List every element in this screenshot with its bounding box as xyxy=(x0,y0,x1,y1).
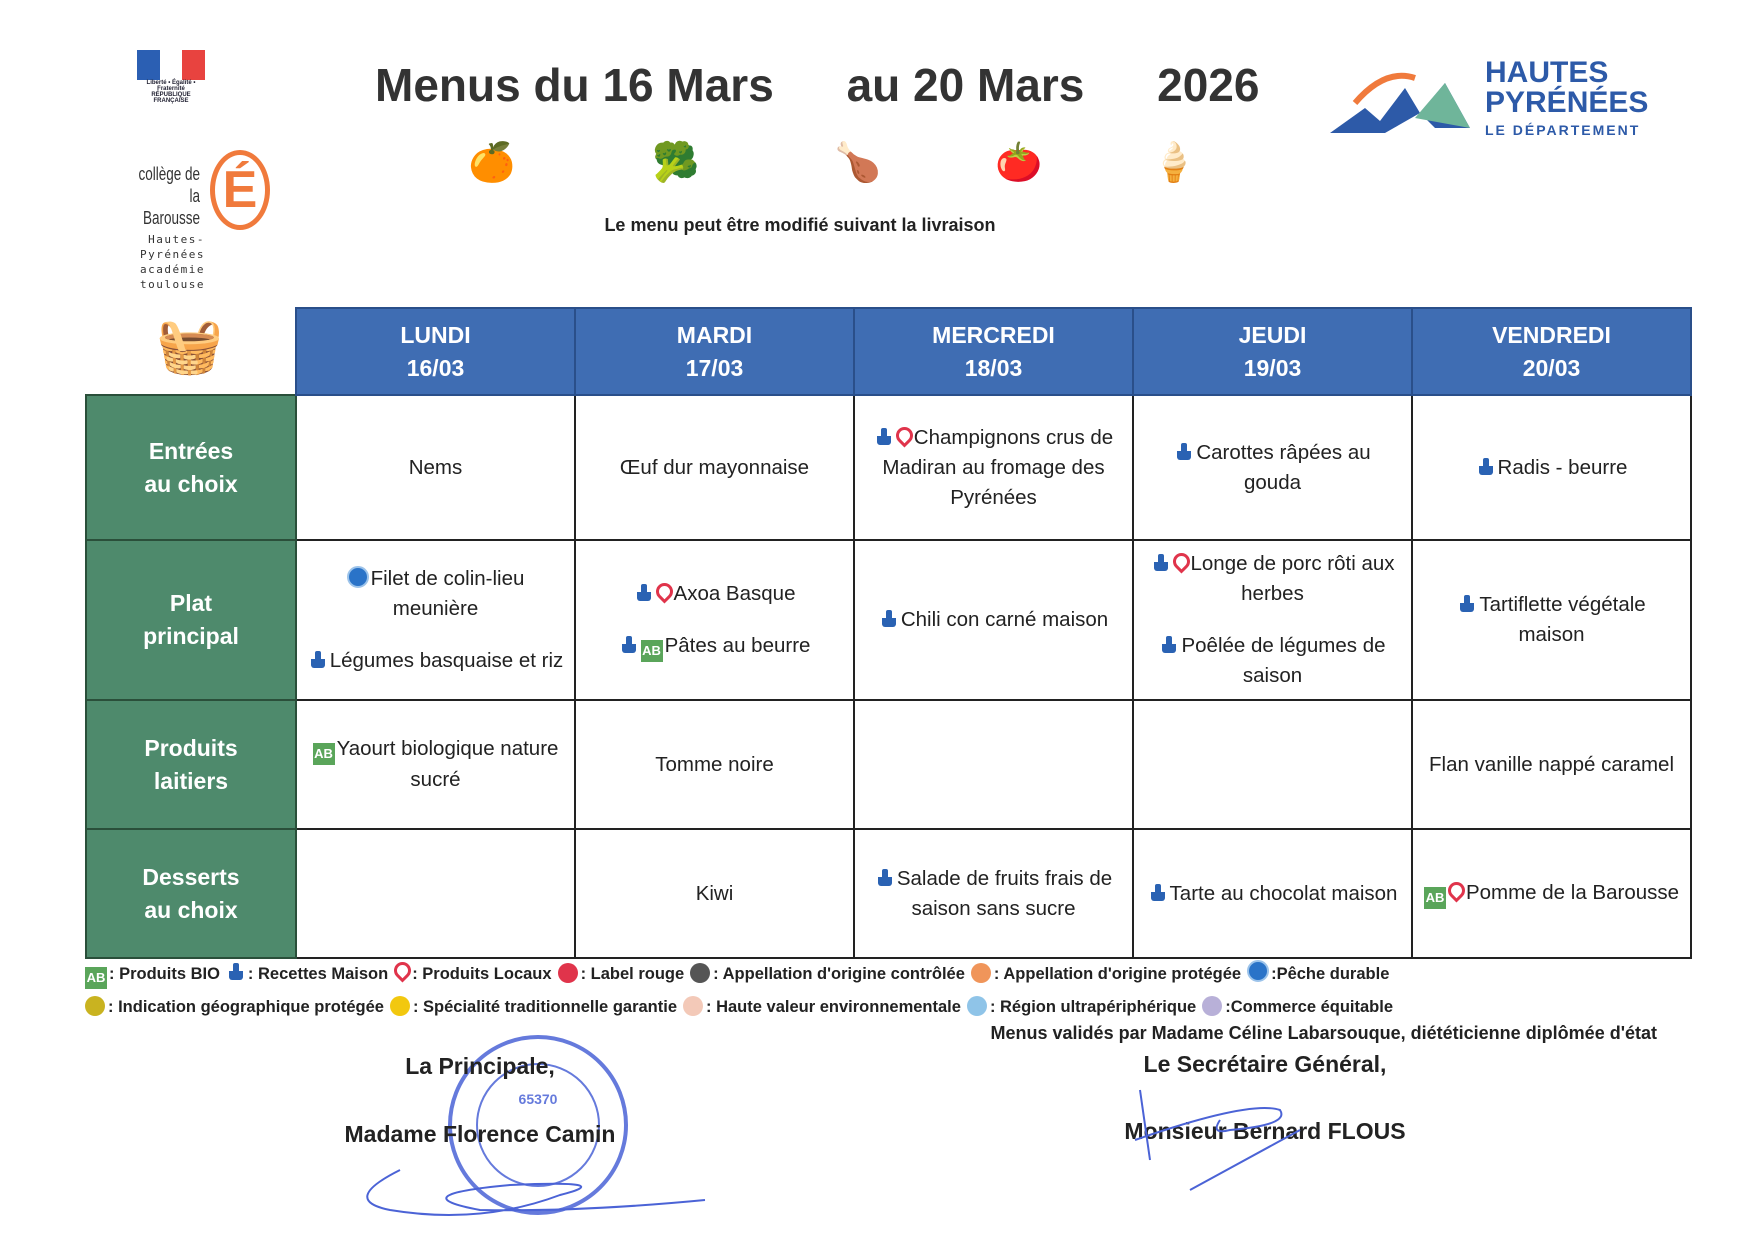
menu-cell xyxy=(1412,700,1691,829)
recettes-maison-icon xyxy=(619,635,639,655)
menu-cell xyxy=(296,395,575,540)
menu-item-text: Filet de colin-lieu meunière xyxy=(370,567,525,620)
row-label-line: au choix xyxy=(144,896,238,923)
row-label-line: Desserts xyxy=(142,863,240,890)
college-e-mark: É xyxy=(210,150,270,230)
menu-item-text: Salade de fruits frais de saison sans sucre xyxy=(896,866,1113,920)
menu-item xyxy=(1144,879,1401,909)
menu-item-text: Poêlée de légumes de saison xyxy=(1181,634,1386,687)
legend-item xyxy=(967,991,1196,1024)
commerce-icon xyxy=(1202,996,1222,1016)
menu-cell xyxy=(854,829,1133,958)
menu-item-text: Pomme de la Barousse xyxy=(1465,881,1680,904)
recettes-maison-icon xyxy=(1151,553,1171,573)
day-name: MARDI xyxy=(676,321,753,348)
college-sub-line: académie xyxy=(140,263,205,276)
legend-text: : Produits Locaux xyxy=(412,965,552,983)
peche-durable-icon xyxy=(347,566,369,588)
secretary-name: Monsieur Bernard FLOUS xyxy=(1124,1118,1406,1144)
title-year: 2026 xyxy=(1157,59,1260,111)
day-name: LUNDI xyxy=(400,321,471,348)
menu-item-text: Tomme noire xyxy=(655,752,774,776)
menu-item xyxy=(586,579,843,609)
legend-row xyxy=(85,991,1685,1024)
legend-item xyxy=(690,958,965,991)
menu-item xyxy=(307,734,564,795)
day-name: JEUDI xyxy=(1238,321,1307,348)
legend-text: :Commerce équitable xyxy=(1225,998,1394,1016)
menu-item-text: Yaourt biologique nature sucré xyxy=(336,737,559,791)
recettes-maison-icon xyxy=(1476,457,1496,477)
page-title xyxy=(375,58,1259,112)
row-label xyxy=(86,700,296,829)
legend-text: : Région ultrapériphérique xyxy=(989,998,1197,1016)
menu-cell xyxy=(1412,829,1691,958)
hautes-pyrenees-logo xyxy=(1325,56,1649,142)
menu-item xyxy=(586,631,843,662)
produits-locaux-icon xyxy=(1448,882,1464,902)
day-date: 19/03 xyxy=(1243,354,1302,381)
menu-cell xyxy=(1412,540,1691,700)
menu-cell xyxy=(854,395,1133,540)
secretary-title: Le Secrétaire Général, xyxy=(1143,1051,1387,1077)
day-header-mardi xyxy=(575,308,854,395)
menu-item-text: Chili con carné maison xyxy=(900,608,1109,631)
menu-item xyxy=(1423,750,1680,780)
row-label-line: au choix xyxy=(144,470,238,497)
menu-cell xyxy=(296,829,575,958)
menu-item xyxy=(307,646,564,676)
mountain-logo-icon xyxy=(1325,63,1475,143)
legend-item xyxy=(971,958,1241,991)
legend xyxy=(85,958,1685,1024)
row-label xyxy=(86,540,296,700)
menu-row xyxy=(86,395,1691,540)
row-label-line: Entrées xyxy=(148,437,234,464)
recettes-maison-icon xyxy=(634,583,654,603)
republique-text: Liberté • Égalité • Fraternité RÉPUBLIQUE FRANÇAISE xyxy=(146,80,196,104)
menu-item-text: Axoa Basque xyxy=(673,581,796,605)
menu-item xyxy=(586,453,843,483)
menu-cell xyxy=(575,700,854,829)
day-header-vendredi xyxy=(1412,308,1691,395)
legend-item xyxy=(1247,958,1389,991)
menu-cell xyxy=(1133,540,1412,700)
menu-table xyxy=(85,307,1692,959)
recettes-maison-icon xyxy=(1457,594,1477,614)
college-name-line: la Barousse xyxy=(142,186,200,228)
menu-cell xyxy=(296,700,575,829)
menu-item-text: Flan vanille nappé caramel xyxy=(1429,752,1674,776)
legend-item xyxy=(226,958,388,991)
menu-cell xyxy=(575,540,854,700)
recettes-maison-icon xyxy=(1148,883,1168,903)
menu-item xyxy=(865,605,1122,635)
recettes-maison-icon xyxy=(874,427,894,447)
hve-icon xyxy=(683,996,703,1016)
menu-item xyxy=(1423,878,1680,909)
legend-item xyxy=(558,958,685,991)
menu-item xyxy=(1423,453,1680,483)
menu-item-text: Légumes basquaise et riz xyxy=(329,649,564,672)
produits-locaux-icon xyxy=(896,427,912,447)
recettes-maison-icon xyxy=(875,868,895,888)
rup-icon xyxy=(967,996,987,1016)
stamp-code: 65370 xyxy=(518,1091,558,1107)
broccoli-icon: 🥦 xyxy=(652,142,700,184)
menu-item xyxy=(586,750,843,780)
menu-cell xyxy=(1133,700,1412,829)
legend-item xyxy=(390,991,677,1024)
bio-icon: AB xyxy=(85,967,107,989)
aoc-icon xyxy=(690,963,710,983)
legend-text: : Appellation d'origine contrôlée xyxy=(713,965,965,983)
bio-icon: AB xyxy=(1424,887,1446,909)
menu-cell xyxy=(575,829,854,958)
principal-name: Madame Florence Camin xyxy=(344,1121,616,1147)
menu-item xyxy=(1144,438,1401,498)
menu-row xyxy=(86,540,1691,700)
day-date: 16/03 xyxy=(406,354,465,381)
menu-item-text: Pâtes au beurre xyxy=(664,633,811,657)
day-header-jeudi xyxy=(1133,308,1412,395)
recettes-maison-icon xyxy=(1159,635,1179,655)
day-name: MERCREDI xyxy=(932,321,1055,348)
menu-cell xyxy=(854,540,1133,700)
title-week-end: au 20 Mars xyxy=(846,59,1085,111)
peche-durable-icon xyxy=(1247,960,1269,982)
produits-locaux-icon xyxy=(656,583,672,603)
principal-title: La Principale, xyxy=(405,1053,555,1079)
oranges-icon: 🍊 xyxy=(468,142,516,184)
legend-item xyxy=(85,958,220,991)
subtitle: Le menu peut être modifié suivant la livraison xyxy=(604,215,996,235)
menu-item xyxy=(865,423,1122,513)
menu-item-text: Kiwi xyxy=(695,881,734,905)
menu-cell xyxy=(1133,395,1412,540)
menu-item xyxy=(586,879,843,909)
menu-item xyxy=(1423,590,1680,650)
menu-item-text: Radis - beurre xyxy=(1497,455,1628,479)
legend-text: : Recettes Maison xyxy=(247,965,389,983)
college-sub-line: Hautes-Pyrénées xyxy=(140,233,205,261)
menu-cell xyxy=(575,395,854,540)
menu-cell xyxy=(1133,829,1412,958)
row-label-line: Produits xyxy=(144,734,238,761)
menu-cell xyxy=(1412,395,1691,540)
row-label-line: principal xyxy=(143,623,239,649)
logo-line: PYRÉNÉES xyxy=(1485,86,1649,119)
row-label-line: Plat xyxy=(169,590,213,616)
row-label-line: laitiers xyxy=(153,767,229,794)
row-label xyxy=(86,829,296,958)
legend-text: : Produits BIO xyxy=(109,965,220,983)
bio-icon: AB xyxy=(313,743,335,765)
legend-item xyxy=(1202,991,1393,1024)
day-header-mercredi xyxy=(854,308,1133,395)
igp-icon xyxy=(85,996,105,1016)
menu-cell xyxy=(296,540,575,700)
ice-cream-icon: 🍦 xyxy=(1150,142,1198,184)
day-date: 17/03 xyxy=(685,354,744,381)
recettes-maison-icon xyxy=(308,650,328,670)
republique-francaise-logo xyxy=(137,50,205,106)
legend-text: : Appellation d'origine protégée xyxy=(993,965,1242,983)
legend-row xyxy=(85,958,1685,991)
menu-row xyxy=(86,700,1691,829)
menu-item-text: Longe de porc rôti aux herbes xyxy=(1190,552,1395,605)
college-sub-line: toulouse xyxy=(140,278,205,291)
menu-item-text: Tarte au chocolat maison xyxy=(1169,881,1398,905)
day-date: 18/03 xyxy=(964,354,1023,381)
produits-locaux-icon xyxy=(394,962,410,982)
dietitian-validation: Menus validés par Madame Céline Labarsouque, diététicienne diplômée d'état xyxy=(990,1023,1657,1043)
menu-item xyxy=(307,453,564,483)
legend-item xyxy=(683,991,961,1024)
menu-item-text: Champignons crus de Madiran au fromage des Pyrénées xyxy=(882,425,1114,509)
legend-text: : Label rouge xyxy=(580,965,685,983)
menu-item xyxy=(865,864,1122,924)
logo-subline: LE DÉPARTEMENT xyxy=(1485,122,1641,138)
vegetable-basket-icon: 🧺 xyxy=(156,316,224,376)
legend-text: : Indication géographique protégée xyxy=(108,998,384,1016)
day-name: VENDREDI xyxy=(1492,321,1611,348)
day-header-lundi xyxy=(296,308,575,395)
tomato-icon: 🍅 xyxy=(995,142,1043,184)
legend-text: : Spécialité traditionnelle garantie xyxy=(412,998,678,1016)
menu-item-text: Œuf dur mayonnaise xyxy=(619,455,810,479)
logo-line: HAUTES xyxy=(1485,56,1609,89)
legend-item xyxy=(394,958,551,991)
recettes-maison-icon xyxy=(879,609,899,629)
legend-text: :Pêche durable xyxy=(1271,965,1390,983)
recettes-maison-icon xyxy=(226,962,246,982)
college-logo xyxy=(110,130,260,291)
menu-item-text: Tartiflette végétale maison xyxy=(1479,593,1646,646)
title-week-start: Menus du 16 Mars xyxy=(375,59,774,111)
menu-row xyxy=(86,829,1691,958)
menu-item xyxy=(1144,631,1401,691)
aop-icon xyxy=(971,963,991,983)
menu-item xyxy=(1144,549,1401,609)
legend-item xyxy=(85,991,384,1024)
day-date: 20/03 xyxy=(1522,354,1581,381)
menu-cell xyxy=(854,700,1133,829)
bio-icon: AB xyxy=(641,640,663,662)
menu-item-text: Nems xyxy=(408,455,463,479)
stg-icon xyxy=(390,996,410,1016)
menu-item-text: Carottes râpées au gouda xyxy=(1196,440,1371,494)
menu-item xyxy=(307,564,564,624)
legend-text: : Haute valeur environnementale xyxy=(706,998,961,1016)
row-label xyxy=(86,395,296,540)
label-rouge-icon xyxy=(558,963,578,983)
college-name-line: collège de xyxy=(138,164,200,184)
recettes-maison-icon xyxy=(1174,442,1194,462)
roast-chicken-icon: 🍗 xyxy=(834,142,882,184)
produits-locaux-icon xyxy=(1173,553,1189,573)
